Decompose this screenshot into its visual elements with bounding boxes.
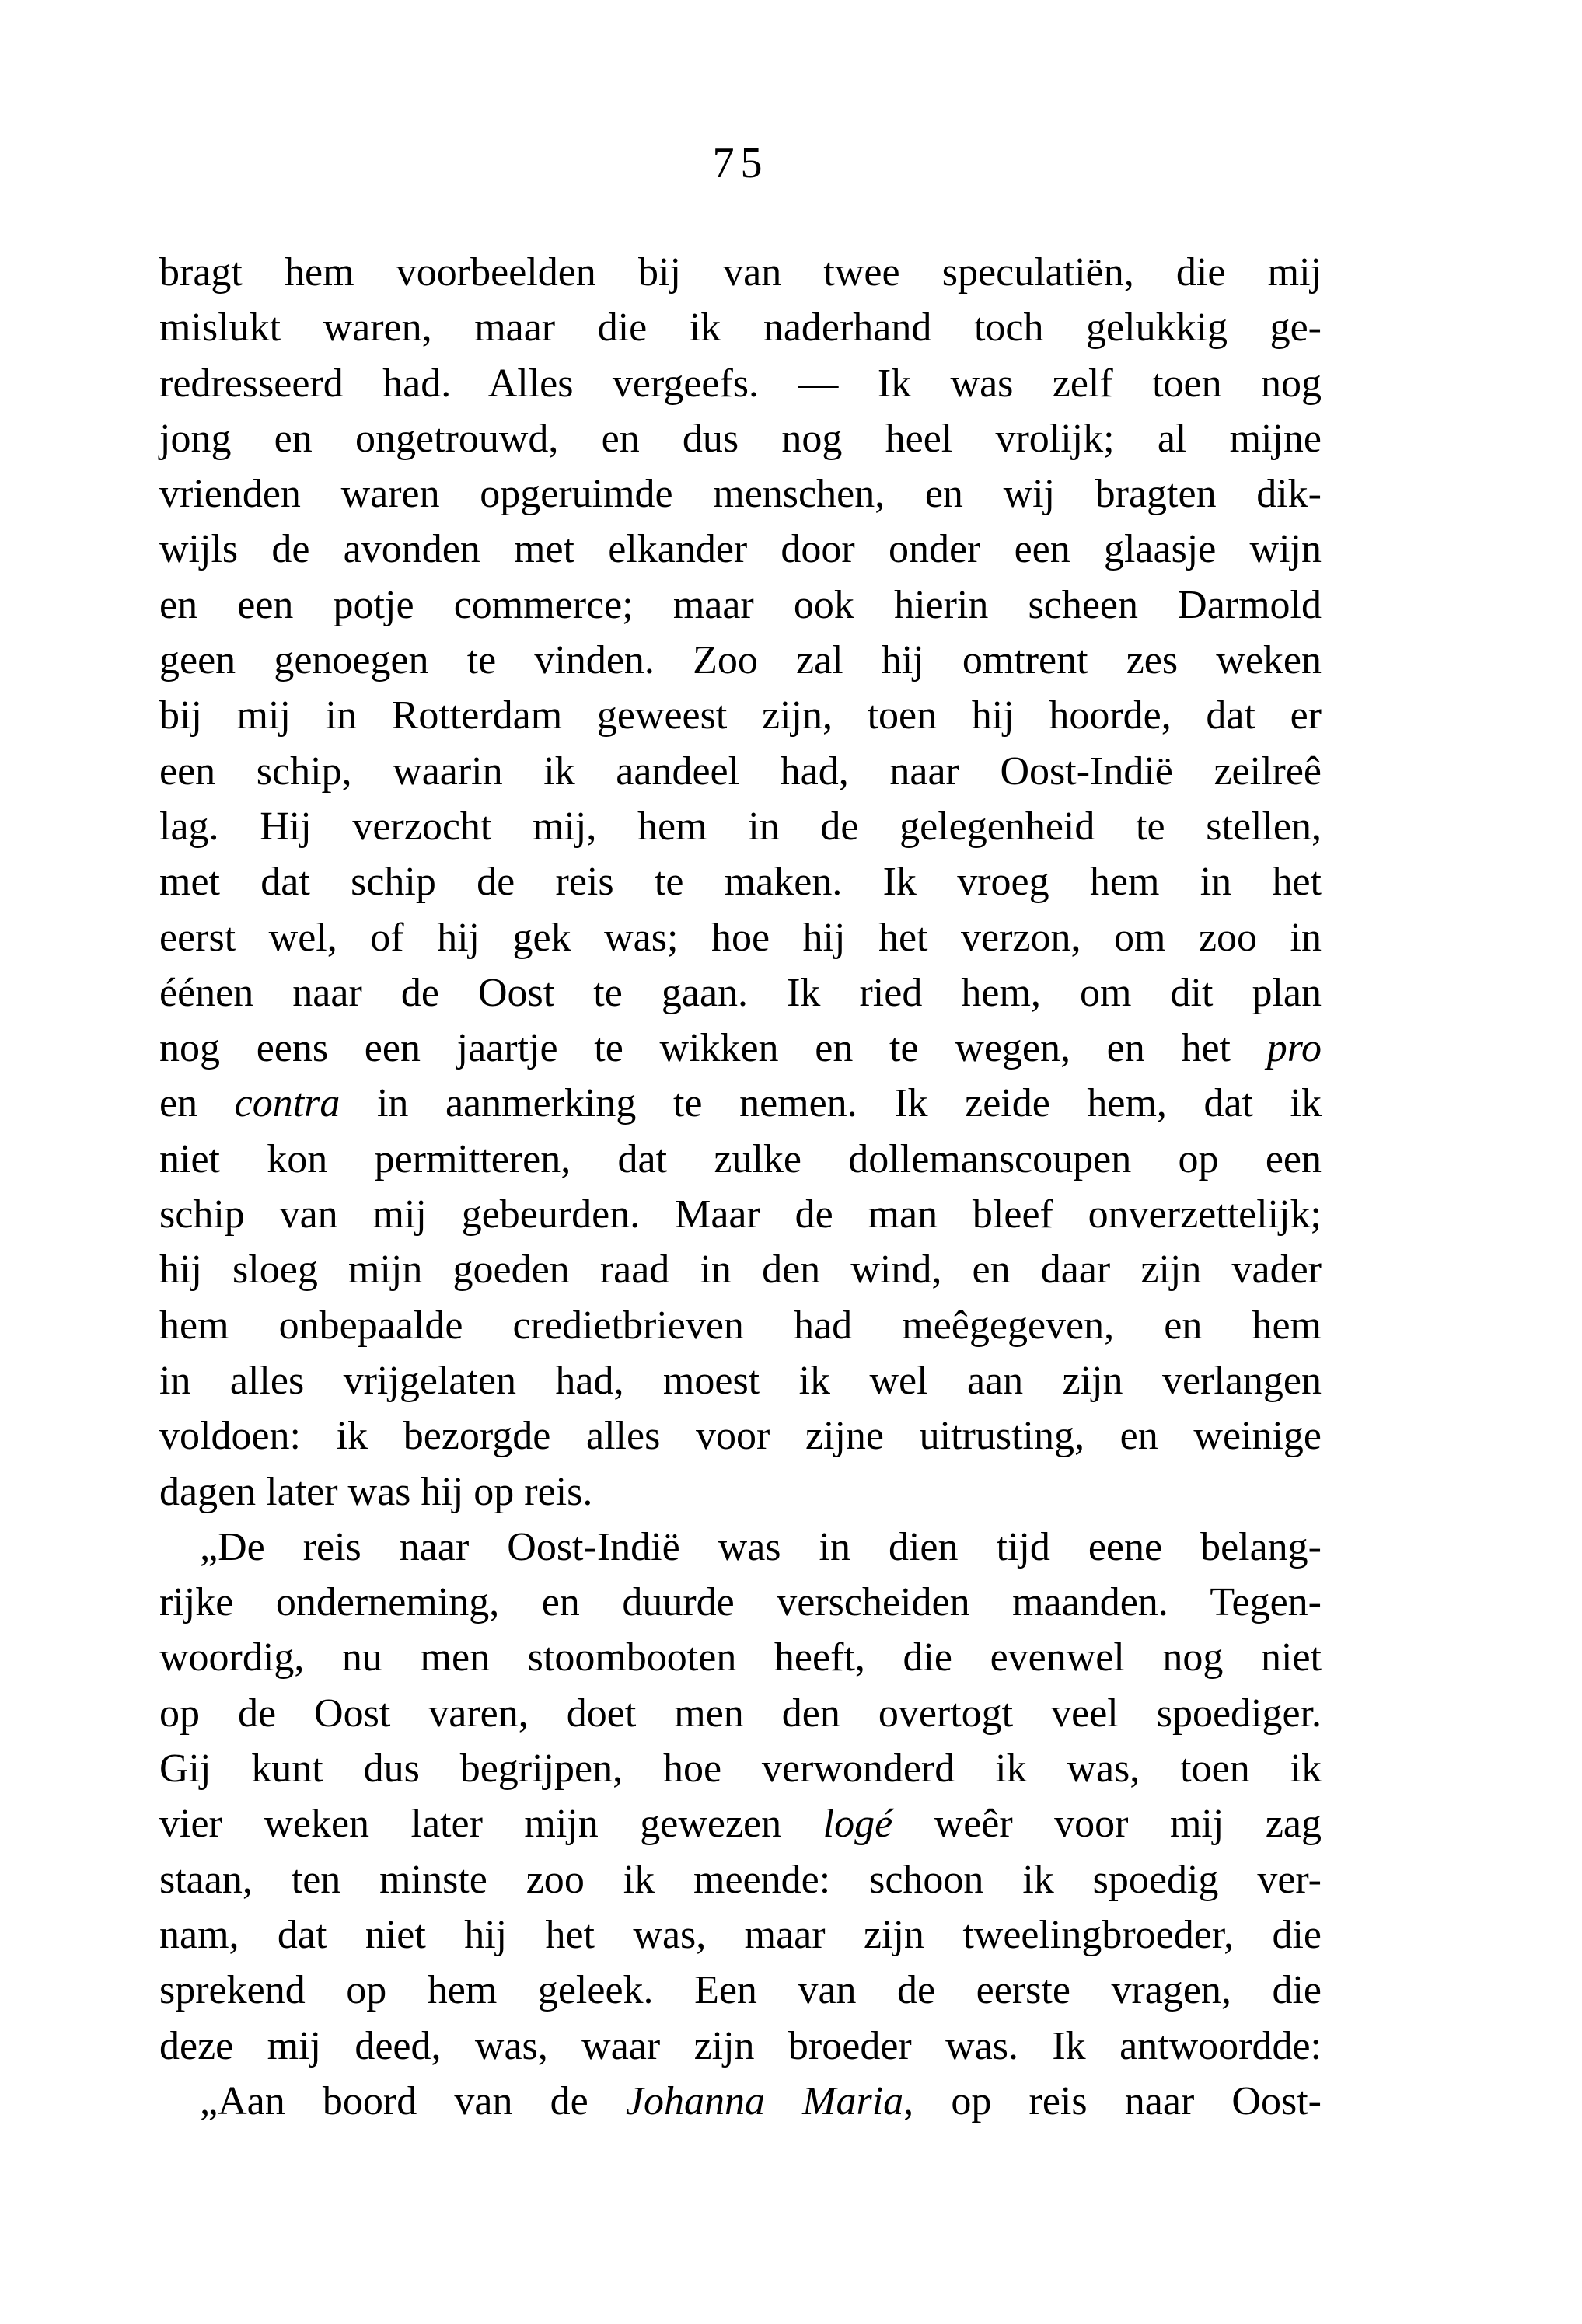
text-line <box>159 744 1322 799</box>
text-block <box>159 245 1322 2129</box>
text-segment: voldoen: ik bezorgde alles voor zijne uitrusting, en weinige <box>159 1414 1322 1459</box>
text-segment: staan, ten minste zoo ik meende: schoon ik spoedig ver- <box>159 1857 1322 1902</box>
text-segment: niet kon permitteren, dat zulke dollemanscoupen op een <box>159 1136 1322 1181</box>
text-segment: , op reis naar Oost- <box>903 2078 1322 2123</box>
text-line <box>159 1796 1322 1851</box>
text-segment: éénen naar de Oost te gaan. Ik ried hem, om dit plan <box>159 970 1322 1015</box>
text-line <box>159 245 1322 300</box>
text-line <box>159 1242 1322 1297</box>
text-segment: bragt hem voorbeelden bij van twee speculatiën, die mij <box>159 250 1322 295</box>
text-line <box>159 1408 1322 1464</box>
text-segment: geen genoegen te vinden. Zoo zal hij omtrent zes weken <box>159 638 1322 683</box>
text-line <box>159 522 1322 577</box>
text-segment: op de Oost varen, doet men den overtogt veel spoediger. <box>159 1691 1322 1736</box>
text-segment: wijls de avonden met elkander door onder een glaasje wijn <box>159 527 1322 572</box>
text-segment: „De reis naar Oost-Indië was in dien tijd eene belang- <box>200 1524 1322 1569</box>
text-segment: in aanmerking te nemen. Ik zeide hem, dat ik <box>340 1081 1322 1126</box>
text-segment: deze mij deed, was, waar zijn broeder was. Ik antwoordde: <box>159 2023 1322 2068</box>
text-line <box>159 1907 1322 1963</box>
text-segment: rijke onderneming, en duurde verscheiden maanden. Tegen- <box>159 1580 1322 1625</box>
text-line <box>159 910 1322 965</box>
text-line <box>159 466 1322 522</box>
text-segment: eerst wel, of hij gek was; hoe hij het verzon, om zoo in <box>159 915 1322 960</box>
text-segment: jong en ongetrouwd, en dus nog heel vrolijk; al mijne <box>159 416 1322 461</box>
text-segment-italic: pro <box>1266 1026 1322 1071</box>
text-line <box>159 300 1322 355</box>
text-line <box>159 1353 1322 1408</box>
text-segment: „Aan boord van de <box>200 2078 626 2123</box>
text-line <box>159 1298 1322 1353</box>
text-line <box>159 1464 1322 1520</box>
page-number: 75 <box>712 139 769 187</box>
text-segment: sprekend op hem geleek. Een van de eerste vragen, die <box>159 1968 1322 2013</box>
text-line <box>159 1021 1322 1076</box>
text-line <box>159 1963 1322 2018</box>
text-segment: nam, dat niet hij het was, maar zijn tweelingbroeder, die <box>159 1912 1322 1957</box>
text-segment: nog eens een jaartje te wikken en te wegen, en het <box>159 1026 1267 1071</box>
text-line <box>159 1187 1322 1242</box>
text-segment: woordig, nu men stoombooten heeft, die evenwel nog niet <box>159 1635 1322 1680</box>
text-segment: weêr voor mij zag <box>892 1802 1322 1847</box>
text-line <box>159 965 1322 1021</box>
text-line <box>159 1686 1322 1741</box>
text-segment: hij sloeg mijn goeden raad in den wind, en daar zijn vader <box>159 1247 1322 1293</box>
text-segment: vrienden waren opgeruimde menschen, en wij bragten dik- <box>159 472 1322 517</box>
text-line <box>159 1852 1322 1907</box>
text-line <box>159 799 1322 854</box>
text-line <box>159 854 1322 909</box>
text-segment-italic: contra <box>234 1081 340 1126</box>
text-line <box>159 411 1322 466</box>
text-line <box>159 1741 1322 1796</box>
text-line <box>159 578 1322 633</box>
text-segment-italic: Johanna Maria <box>625 2078 904 2123</box>
text-segment: een schip, waarin ik aandeel had, naar Oost-Indië zeilreê <box>159 748 1322 794</box>
text-line <box>159 2019 1322 2074</box>
text-segment: mislukt waren, maar die ik naderhand toch gelukkig ge- <box>159 305 1322 351</box>
text-segment: lag. Hij verzocht mij, hem in de gelegenheid te stellen, <box>159 804 1322 849</box>
text-line <box>159 2074 1322 2129</box>
text-segment: hem onbepaalde credietbrieven had meêgegeven, en hem <box>159 1303 1322 1348</box>
text-line <box>159 1132 1322 1187</box>
text-line <box>159 356 1322 411</box>
text-line <box>159 1520 1322 1575</box>
text-segment: in alles vrijgelaten had, moest ik wel aan zijn verlangen <box>159 1358 1322 1403</box>
text-line <box>159 688 1322 743</box>
text-segment: dagen later was hij op reis. <box>159 1469 593 1514</box>
text-segment: redresseerd had. Alles vergeefs. — Ik was zelf toen nog <box>159 361 1322 406</box>
text-segment-italic: logé <box>822 1802 893 1847</box>
text-line <box>159 1076 1322 1131</box>
text-segment: met dat schip de reis te maken. Ik vroeg hem in het <box>159 860 1322 905</box>
text-segment: Gij kunt dus begrijpen, hoe verwonderd ik was, toen ik <box>159 1746 1322 1792</box>
text-line <box>159 633 1322 688</box>
text-segment: schip van mij gebeurden. Maar de man bleef onverzettelijk; <box>159 1192 1322 1237</box>
text-line <box>159 1575 1322 1630</box>
text-segment: en <box>159 1081 235 1126</box>
text-segment: vier weken later mijn gewezen <box>159 1802 823 1847</box>
text-segment: bij mij in Rotterdam geweest zijn, toen hij hoorde, dat er <box>159 693 1322 738</box>
text-segment: en een potje commerce; maar ook hierin scheen Darmold <box>159 582 1322 627</box>
text-line <box>159 1630 1322 1685</box>
